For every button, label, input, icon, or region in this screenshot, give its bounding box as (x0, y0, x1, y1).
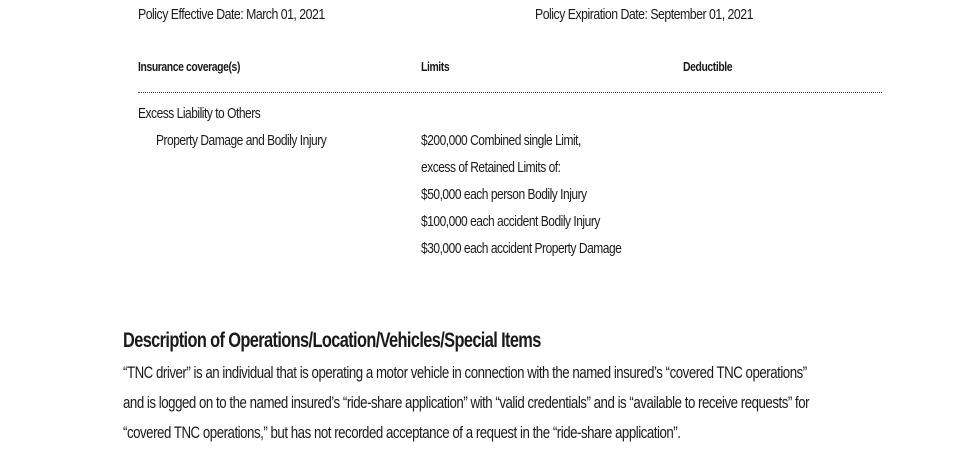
limit-line: excess of Retained Limits of: (421, 159, 561, 176)
header-deductible: Deductible (683, 59, 733, 74)
limit-line: $50,000 each person Bodily Injury (421, 186, 587, 203)
coverage-subtitle: Property Damage and Bodily Injury (156, 132, 327, 149)
table-divider (138, 92, 882, 93)
limit-line: $200,000 Combined single Limit, (421, 132, 581, 149)
header-limits: Limits (421, 59, 450, 74)
policy-expiration-date: Policy Expiration Date: September 01, 2021 (535, 6, 753, 23)
description-line: “covered TNC operations,” but has not recorded acceptance of a request in the “ride-share application”. (123, 423, 681, 442)
limit-line: $30,000 each accident Property Damage (421, 240, 622, 257)
description-line: and is logged on to the named insured’s “ride-share application” with “valid credentials” and is “available to receive requests” for (123, 393, 810, 412)
coverage-title: Excess Liability to Others (138, 105, 261, 122)
description-line: “TNC driver” is an individual that is operating a motor vehicle in connection with the named insured’s “covered TNC operations” (123, 363, 807, 382)
policy-effective-date: Policy Effective Date: March 01, 2021 (138, 6, 325, 23)
limit-line: $100,000 each accident Bodily Injury (421, 213, 600, 230)
description-title: Description of Operations/Location/Vehicles/Special Items (123, 329, 541, 352)
header-insurance-coverage: Insurance coverage(s) (138, 59, 241, 74)
